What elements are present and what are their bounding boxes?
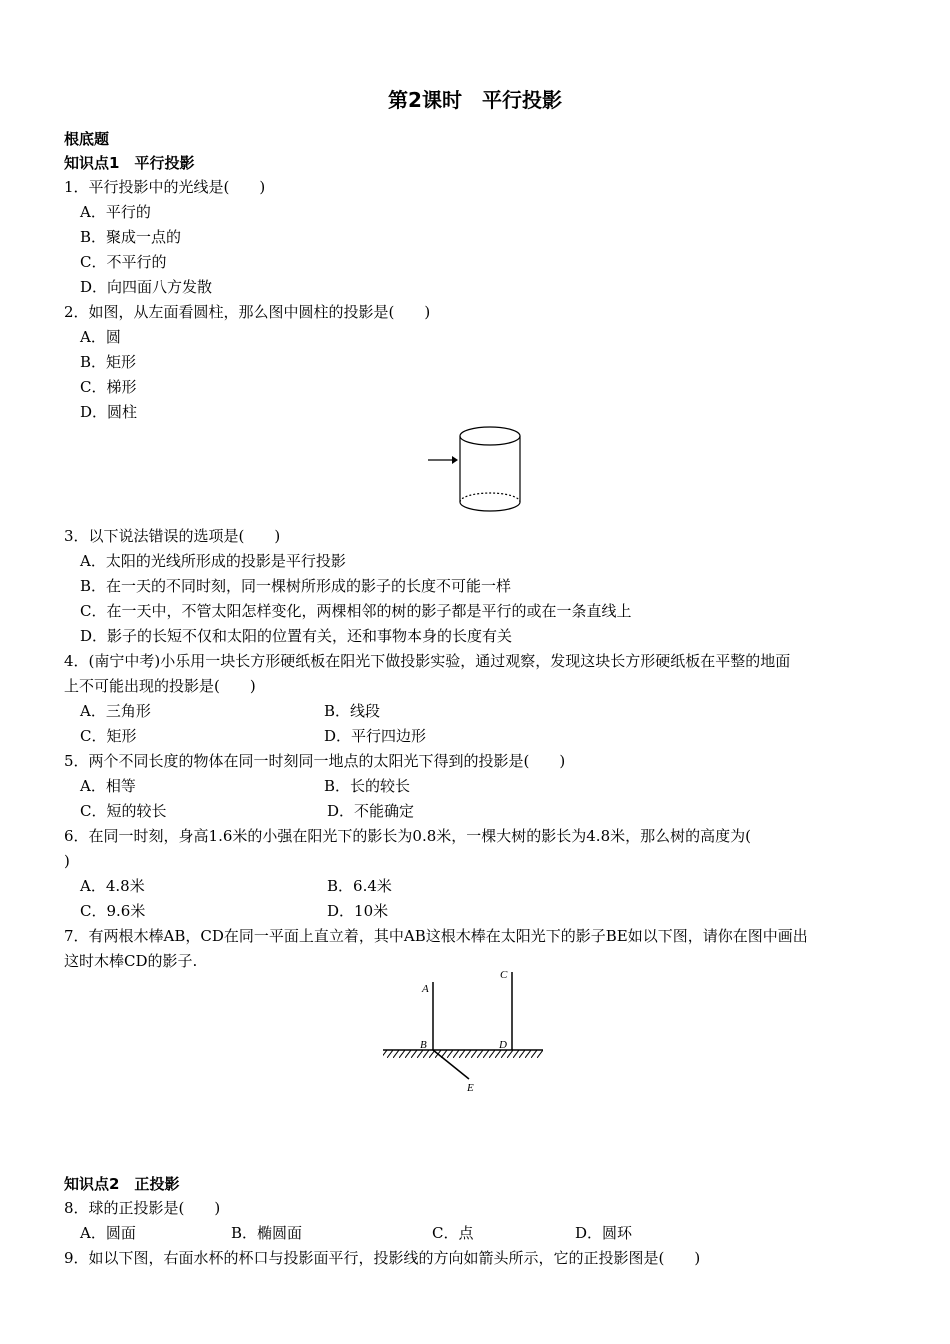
label-a: A: [422, 983, 429, 995]
ground-hatching: [383, 1050, 543, 1058]
q5-stem: 5．两个不同长度的物体在同一时刻同一地点的太阳光下得到的投影是( ): [64, 752, 566, 770]
label-b: B: [420, 1039, 427, 1051]
q2-option-d: D．圆柱: [80, 403, 138, 421]
cylinder-bottom-front: [460, 502, 520, 511]
q6-option-d: D．10米: [327, 902, 389, 920]
cylinder-top-ellipse: [460, 427, 520, 445]
q4-stem-line1: 4．(南宁中考)小乐用一块长方形硬纸板在阳光下做投影实验，通过观察，发现这块长方形硬纸板在平整的地面: [64, 652, 791, 670]
q2-option-c: C．梯形: [80, 378, 137, 396]
knowledge-point-2-heading: 知识点2 正投影: [64, 1175, 180, 1193]
q1-stem: 1．平行投影中的光线是( ): [64, 178, 266, 196]
q7-stem-line1: 7．有两根木棒AB，CD在同一平面上直立着，其中AB这根木棒在太阳光下的影子BE如以下图，请你在图中画出: [64, 927, 808, 945]
q8-option-b: B．椭圆面: [231, 1224, 303, 1242]
label-c: C: [500, 969, 508, 981]
q8-option-d: D．圆环: [575, 1224, 633, 1242]
q3-option-b: B．在一天的不同时刻，同一棵树所形成的影子的长度不可能一样: [80, 577, 512, 595]
q2-option-a: A．圆: [80, 328, 121, 346]
q2-stem: 2．如图，从左面看圆柱，那么图中圆柱的投影是( ): [64, 303, 431, 321]
q6-stem-line2: ): [64, 852, 70, 870]
q9-stem: 9．如以下图，右面水杯的杯口与投影面平行，投影线的方向如箭头所示，它的正投影图是( ): [64, 1249, 701, 1267]
q2-option-b: B．矩形: [80, 353, 137, 371]
q3-stem: 3．以下说法错误的选项是( ): [64, 527, 281, 545]
q8-stem: 8．球的正投影是( ): [64, 1199, 221, 1217]
q5-option-c: C．短的较长: [80, 802, 167, 820]
q8-option-c: C．点: [432, 1224, 474, 1242]
q4-option-c: C．矩形: [80, 727, 137, 745]
q5-option-d: D．不能确定: [327, 802, 415, 820]
cylinder-bottom-hidden: [460, 493, 520, 502]
q4-option-b: B．线段: [324, 702, 381, 720]
q6-option-c: C．9.6米: [80, 902, 146, 920]
section-basic-heading: 根底题: [64, 130, 110, 148]
q8-option-a: A．圆面: [80, 1224, 136, 1242]
knowledge-point-1-heading: 知识点1 平行投影: [64, 154, 195, 172]
label-d: D: [499, 1039, 507, 1051]
q3-option-c: C．在一天中，不管太阳怎样变化，两棵相邻的树的影子都是平行的或在一条直线上: [80, 602, 632, 620]
q4-option-d: D．平行四边形: [324, 727, 427, 745]
q1-option-a: A．平行的: [80, 203, 151, 221]
q3-option-a: A．太阳的光线所形成的投影是平行投影: [80, 552, 346, 570]
q5-option-b: B．长的较长: [324, 777, 411, 795]
q3-option-d: D．影子的长短不仅和太阳的位置有关，还和事物本身的长度有关: [80, 627, 513, 645]
label-e: E: [467, 1082, 474, 1094]
page-title: 第2课时 平行投影: [388, 88, 562, 112]
q1-option-d: D．向四面八方发散: [80, 278, 213, 296]
q6-option-b: B．6.4米: [327, 877, 392, 895]
sticks-shadow-figure: [375, 962, 550, 1097]
q4-option-a: A．三角形: [80, 702, 151, 720]
q6-stem-line1: 6．在同一时刻，身高1.6米的小强在阳光下的影长为0.8米，一棵大树的影长为4.8米，那么树的高度为(: [64, 827, 751, 845]
cylinder-figure: [420, 420, 530, 515]
q1-option-c: C．不平行的: [80, 253, 167, 271]
q6-option-a: A．4.8米: [80, 877, 145, 895]
arrow-head-icon: [452, 456, 458, 464]
q7-stem-line2: 这时木棒CD的影子.: [64, 952, 198, 970]
q4-stem-line2: 上不可能出现的投影是( ): [64, 677, 256, 695]
q5-option-a: A．相等: [80, 777, 136, 795]
q1-option-b: B．聚成一点的: [80, 228, 182, 246]
